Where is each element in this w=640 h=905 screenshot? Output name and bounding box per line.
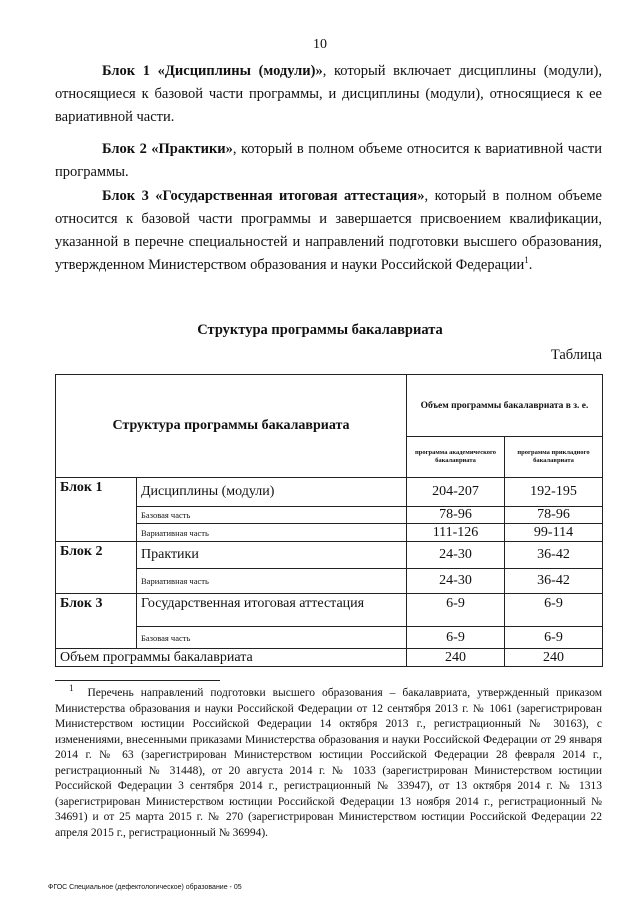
table-row	[56, 569, 603, 594]
block1-var-applied: 99-114	[505, 524, 603, 542]
footnote-mark: 1	[69, 683, 74, 694]
footnote-reference[interactable]: 1	[524, 255, 529, 266]
document-footer: ФГОС Специальное (дефектологическое) образование - 05	[48, 884, 242, 891]
block3-base-academic: 6-9	[407, 627, 505, 649]
total-academic: 240	[407, 649, 505, 667]
block3-label: Блок 3	[56, 594, 137, 649]
block1-var-name: Вариативная часть	[137, 524, 407, 542]
block1-base-academic: 78-96	[407, 507, 505, 524]
table-row	[56, 478, 603, 507]
block3-text: , который в полном объеме относится к базовой части программы и завершается присвоением квалификации, указанной в перечне специальностей и направлений подготовки высшего образования, утвержденном Министерством образования и науки Российской Федерации	[55, 188, 602, 273]
table-row	[56, 627, 603, 649]
block2-text: , который в полном объеме относится к вариативной части программы.	[55, 141, 602, 180]
footnote	[55, 683, 603, 841]
table-label: Таблица	[550, 347, 602, 363]
paragraph-block3	[55, 185, 602, 277]
block1-base-applied: 78-96	[505, 507, 603, 524]
block2-var-academic: 24-30	[407, 569, 505, 594]
block2-academic: 24-30	[407, 542, 505, 569]
header-academic: программа академического бакалавриата	[407, 437, 505, 478]
block2-label: Блок 2	[56, 542, 137, 594]
block2-var-applied: 36-42	[505, 569, 603, 594]
block2-var-name: Вариативная часть	[137, 569, 407, 594]
header-volume: Объем программы бакалавриата в з. е.	[407, 375, 603, 437]
block1-base-name: Базовая часть	[137, 507, 407, 524]
table-row	[56, 507, 603, 524]
block1-label: Блок 1	[56, 478, 137, 542]
block1-name: Дисциплины (модули)	[137, 478, 407, 507]
block2-title: Блок 2 «Практики»	[102, 141, 233, 157]
program-structure-table	[55, 374, 603, 667]
paragraph-block2	[55, 138, 602, 184]
table-row	[56, 594, 603, 627]
footnote-text: Перечень направлений подготовки высшего образования – бакалавриата, утвержденный приказом Министерства образования и науки Российской Федерации от 12 сентября 2013 г. № 1061 (зарегистрирован Министерством юстиции Российской Федерации 14 октября 2013 г., регистрационный № 30163), с изменениями, внесенными приказами Министерства образования и науки Российской Федерации от 29 января 2014 г. № 63 (зарегистрирован Министерством юстиции Российской Федерации 28 февраля 2014 г., регистрационный № 31448), от 20 августа 2014 г. № 1033 (зарегистрирован Министерством юстиции Российской Федерации 3 сентября 2014 г., регистрационный № 33947), от 13 октября 2014 г. № 1313 (зарегистрирован Министерством юстиции Российской Федерации 13 ноября 2014 г., регистрационный № 34691) и от 25 марта 2015 г. № 270 (зарегистрирован Министерством юстиции Российской Федерации 22 апреля 2015 г., регистрационный № 36994).	[55, 687, 603, 839]
footnote-divider	[55, 680, 220, 681]
block2-name: Практики	[137, 542, 407, 569]
table-row	[56, 542, 603, 569]
block3-academic: 6-9	[407, 594, 505, 627]
table-header-row	[56, 375, 603, 437]
block1-title: Блок 1 «Дисциплины (модули)»	[102, 63, 323, 79]
block3-name: Государственная итоговая аттестация	[137, 594, 407, 627]
table-row	[56, 524, 603, 542]
block3-title: Блок 3 «Государственная итоговая аттестация»	[102, 188, 425, 204]
table-heading: Структура программы бакалавриата	[197, 322, 443, 338]
block1-text: , который включает дисциплины (модули), относящиеся к базовой части программы, и дисциплины (модули), относящиеся к ее вариативной части.	[55, 63, 602, 125]
block3-end: .	[528, 257, 533, 273]
header-applied: программа прикладного бакалавриата	[505, 437, 603, 478]
block3-base-name: Базовая часть	[137, 627, 407, 649]
block2-applied: 36-42	[505, 542, 603, 569]
table-total-row	[56, 649, 603, 667]
paragraph-block1	[55, 60, 602, 129]
block3-base-applied: 6-9	[505, 627, 603, 649]
block1-applied: 192-195	[505, 478, 603, 507]
page-number: 10	[313, 37, 327, 52]
block1-academic: 204-207	[407, 478, 505, 507]
total-name: Объем программы бакалавриата	[56, 649, 407, 667]
block1-var-academic: 111-126	[407, 524, 505, 542]
block3-applied: 6-9	[505, 594, 603, 627]
header-structure: Структура программы бакалавриата	[56, 375, 407, 478]
total-applied: 240	[505, 649, 603, 667]
